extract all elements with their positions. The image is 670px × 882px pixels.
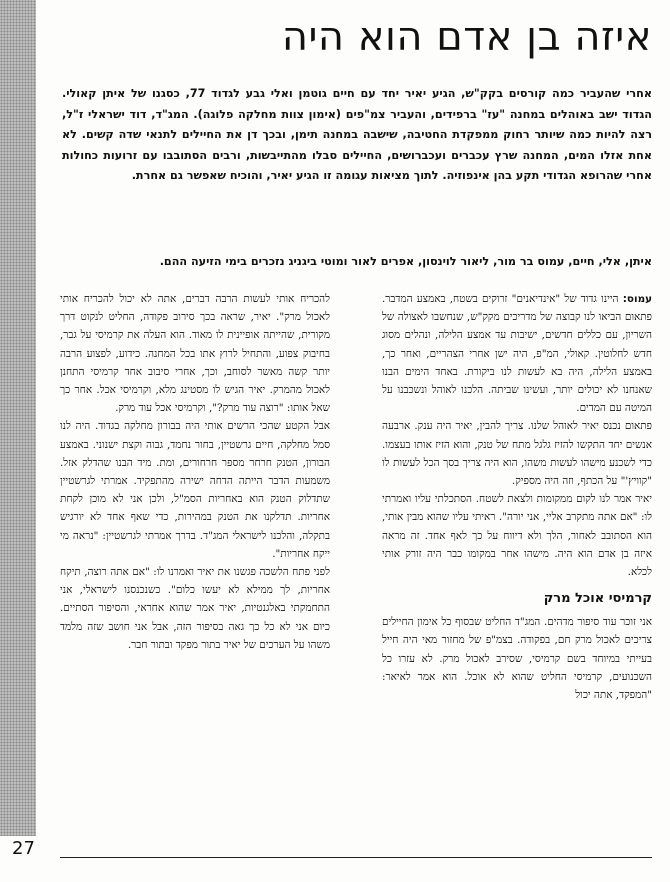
footer-rule [60, 857, 652, 858]
column-paragraph: אבל הקטע שהכי הרשים אותי היה בבורון מחלקה בגדוד. היה לנו סמל מחלקה, חיים גרשטיין, בחור נחמד, גבוה וקצת ישנוני. באמצע הבורון, הטנק חרחר מספר חרחורים, ומת. מיד הבנו שהדלק אזל. משמעות הדבר הייתה הדחה ישירה מהתפקיד. אמרתי לגרשטיין שתדלוק הטנק הוא באחריות הסמ"ל, ולכן אני לא מוכן לקחת אחריות. תדלקנו את הטנק במהירות, כדי שאף אחד לא יורגיש בתקלה, והלכנו לישראלי המג"ד. בדרך אמרתי לגרשטיין: "נראה מי ייקח אחריות". [60, 420, 330, 560]
column-paragraph: יאיר אמר לנו לקום ממקומות ולצאת לשטח. הסתכלתי עליו ואמרתי לו: "אם אתה מתקרב אליי, אני יורה". ראיתי עליו שהוא מבין אותי, הוא הסתובב לאחור, הלך ולא דיווח על כך לאף אחד. זה מראה איזה בן אדם הוא היה. מישהו אחר במקומו כבר היה זורק אותי לכלא. [382, 493, 652, 579]
column-paragraph: אני זוכר עוד סיפור מדהים. המג"ד החליט שבסוף כל אימון החיילים צריכים לאכול מרק חם, בפקודה. בצמ"פ של מחזור מאי היה חייל בעייתי במיוחד בשם קרמיסי, שסירב לאכול מרק. לא עזרו כל השכנועים, קרמיסי החליט שהוא לא אוכל. הוא אמר לאיאר: "המפקד, אתה יכול [382, 616, 652, 702]
section-subheading: קרמיסי אוכל מרק [543, 591, 652, 607]
column-paragraph: פתאום נכנס יאיר לאוהל שלנו. צריך להבין, יאיר היה ענק. ארבעה אנשים יחד התקשו להזיז גלגל מתח של טנק, והוא הזיז אותו בעצמו. כדי לשכנע מישהו לעשות משהו, הוא היה צריך בסך הכל לעשות לו "קוויץ'" על הכתף, וזה היה מספיק. [382, 420, 652, 488]
decorative-side-strip [0, 0, 36, 836]
article-column-left [60, 290, 330, 654]
paragraph-text: היינו גדוד של "אינדיאנים" זרוקים בשטח, באמצע המדבר. פתאום הביאו לנו קבוצה של מדריכים מקק"ש, שנחשבו לאצולה של השריון, עם כללים חדשים, ישיבות עד אמצע הלילה, ונהלים מסוג חדש לחלוטין. קאולי, המ"פ, היה ישן אחרי הצהריים, ואחר כך, באמצע הלילה, היה בא לעשות לנו ביקורת. באחד הימים הבנו שאנחנו לא יכולים יותר, ועשינו שביתה. הלכנו לאוהל ונשכבנו על המיטה עם המדים. [382, 293, 652, 415]
participants-line: איתן, אלי, חיים, עמוס בר מור, ליאור לוינסון, אפרים לאור ומוטי ביגניג נזכרים בימי הזיעה ההם. [159, 255, 652, 268]
page-number: 27 [12, 838, 35, 859]
column-paragraph: להכריח אותי לעשות הרבה דברים, אתה לא יכול להכריח אותי לאכול מרק". יאיר, שראה בכך סירוב פקודה, החליט לנקוט דרך מקורית, שהייתה אופיינית לו מאוד. הוא העלה את קרמיסי על גבר, בחיבוק צפוע, והתחיל לרוץ אתו בכל המחנה. כידוע, לפצוע הרבה יותר קשה מאשר לסוחב, וכך, אחרי סיבוב אחד קרמיסי התחנן לאכול מהמרק. יאיר הגיש לו מסטינג מלא, וקרמיסי אכל. אחר כך שאל אותו: "רוצה עוד מרק?", וקרמיסי אכל עוד מרק. [60, 293, 330, 415]
intro-paragraph: אחרי שהעביר כמה קורסים בקק"ש, הגיע יאיר יחד עם חיים גוטמן ואלי גבע לגדוד 77, כסגנו של איתן קאולי. הגדוד ישב באוהלים במחנה "עז" ברפידים, והעביר צמ"פים (אימון צוות מחלקה פלוגה). המג"ד, דוד ישראלי ז"ל, רצה להיות כמה שיותר רחוק ממפקדת החטיבה, שישבה במחנה תימן, ובכך דן את החיילים לתנאי שדה קשים. לא אחת אזלו המים, המחנה שרץ עכברים ועכברושים, החיילים סבלו מהתייבשות, ורבים הסתובבו עם זרועות כחולות אחרי שהרופא הגדודי תקע בהן אינפוזיה. לתוך מציאות עגומה זו הגיע יאיר, והוכיח שאפשר גם אחרת. [62, 87, 652, 182]
article-column-right [382, 290, 652, 704]
column-paragraph [382, 290, 652, 417]
speaker-label: עמוס: [622, 293, 653, 305]
page-title: איזה בן אדם הוא היה [281, 14, 652, 60]
column-paragraph: לפני פתח הלשכה פגשנו את יאיר ואמרנו לו: "אם אתה רוצה, תיקח אחריות, לך ממילא לא יעשו כלום". כשנכנסנו לישראלי, אני התחמקתי באלגנטיות, יאיר אמר שהוא אחראי, והסיפור הסתיים. כיום אני לא כל כך גאה בסיפור הזה, אבל אני חושב שזה מלמד משהו על הערכים של יאיר בתור מפקד ובתור חבר. [60, 566, 330, 651]
